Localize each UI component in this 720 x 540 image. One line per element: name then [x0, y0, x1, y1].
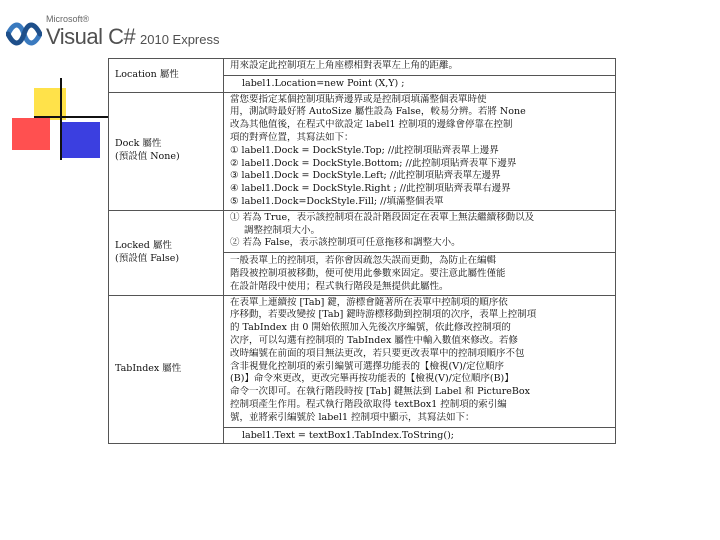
- property-description-cell: [224, 92, 616, 210]
- description-line: ④ label1.Dock = DockStyle.Right ; //此控制項貼齊表單右邊界: [230, 183, 511, 195]
- description-line: 一般表單上的控制項，若你會因疏忽失誤而更動，為防止在編輯: [230, 255, 497, 267]
- logo-product: Visual C#: [46, 24, 136, 49]
- description-line: 命令一次即可。在執行階段時按 [Tab] 鍵無法到 Label 和 PictureBox: [230, 386, 530, 398]
- property-name: (預設值 False): [115, 252, 180, 264]
- table-row: [109, 210, 616, 295]
- code-line: label1.Location=new Point (X,Y) ;: [242, 77, 405, 89]
- property-name-cell: [109, 59, 224, 93]
- table-row: [109, 295, 616, 444]
- property-name: TabIndex 屬性: [115, 363, 182, 375]
- description-line: ② 若為 False，表示該控制項可任意拖移和調整大小。: [230, 237, 461, 249]
- property-name: Location 屬性: [115, 68, 179, 80]
- description-line: 號，並將索引編號於 label1 控制項中顯示，其寫法如下：: [230, 411, 475, 423]
- code-line: label1.Text = textBox1.TabIndex.ToString();: [242, 429, 454, 441]
- description-line: ① label1.Dock = DockStyle.Top; //此控制項貼齊表單上邊界: [230, 144, 499, 156]
- description-line: 的 TabIndex 由 0 開始依照加入先後次序編號，依此修改控制項的: [230, 322, 511, 334]
- properties-table: [108, 58, 616, 444]
- description-line: 含非視覺化控制項的索引編號可選擇功能表的【檢視(V)/定位順序: [230, 360, 504, 372]
- red-block: [12, 118, 50, 150]
- logo-version: 2010 Express: [140, 32, 220, 47]
- description-line: 階段被控制項被移動，便可使用此參數來固定。要注意此屬性僅能: [230, 267, 506, 279]
- horizontal-rule: [34, 116, 108, 118]
- description-line: ① 若為 True，表示該控制項在設計階段固定在表單上無法繼續移動以及: [230, 211, 535, 223]
- property-name: Locked 屬性: [115, 239, 172, 251]
- visual-csharp-logo: [6, 14, 236, 50]
- description-line: 在設計階段中使用；程式執行階段是無提供此屬性。: [230, 280, 449, 292]
- description-line: (B)】命令來更改，更改完畢再按功能表的【檢視(V)/定位順序(B)】: [230, 373, 514, 385]
- description-line: ② label1.Dock = DockStyle.Bottom; //此控制項貼齊表單下邊界: [230, 157, 517, 169]
- visual-studio-logo-icon: [6, 20, 42, 48]
- blue-block: [60, 122, 100, 158]
- property-name: (預設值 None): [115, 151, 180, 163]
- row-divider: [224, 427, 615, 428]
- logo-company: Microsoft®: [46, 14, 90, 24]
- description-line: 當您要指定某個控制項貼齊邊界或是控制項填滿整個表單時使: [230, 93, 487, 105]
- description-line: 調整控制項大小。: [244, 224, 321, 236]
- description-line: ③ label1.Dock = DockStyle.Left; //此控制項貼齊表單左邊界: [230, 170, 501, 182]
- description-line: ⑤ label1.Dock=DockStyle.Fill; //填滿整個表單: [230, 195, 444, 207]
- description-line: 改為其他值後，在程式中欲設定 label1 控制項的邊緣會停靠在控制: [230, 119, 513, 131]
- property-name: Dock 屬性: [115, 138, 162, 150]
- description-line: 項的對齊位置，其寫法如下：: [230, 131, 354, 143]
- vertical-rule: [60, 78, 62, 160]
- table-row: [109, 59, 616, 93]
- row-divider: [224, 252, 615, 253]
- property-name-cell: [109, 210, 224, 295]
- description-line: 次序，可以勾選有控制項的 TabIndex 屬性中輸入數值來修改。若修: [230, 334, 518, 346]
- property-description-cell: [224, 59, 616, 93]
- decorative-blocks: [0, 60, 110, 160]
- description-line: 序移動，若要改變按 [Tab] 鍵時游標移動到控制項的次序，表單上控制項: [230, 309, 537, 321]
- row-divider: [224, 75, 615, 76]
- property-description-cell: [224, 210, 616, 295]
- property-description-cell: [224, 295, 616, 444]
- description-line: 用來設定此控制項左上角座標相對表單左上角的距離。: [230, 60, 459, 71]
- property-name-cell: [109, 92, 224, 210]
- description-line: 改時編號在前面的項目無法更改，若只要更改表單中的控制項順序不包: [230, 347, 525, 359]
- property-name-cell: [109, 295, 224, 444]
- description-line: 在表單上連續按 [Tab] 鍵，游標會隨著所在表單中控制項的順序依: [230, 296, 508, 308]
- description-line: 控制項產生作用。程式執行階段欲取得 textBox1 控制項的索引編: [230, 398, 507, 410]
- table-row: [109, 92, 616, 210]
- description-line: 用，測試時最好將 AutoSize 屬性設為 False，較易分辨。若將 None: [230, 106, 526, 118]
